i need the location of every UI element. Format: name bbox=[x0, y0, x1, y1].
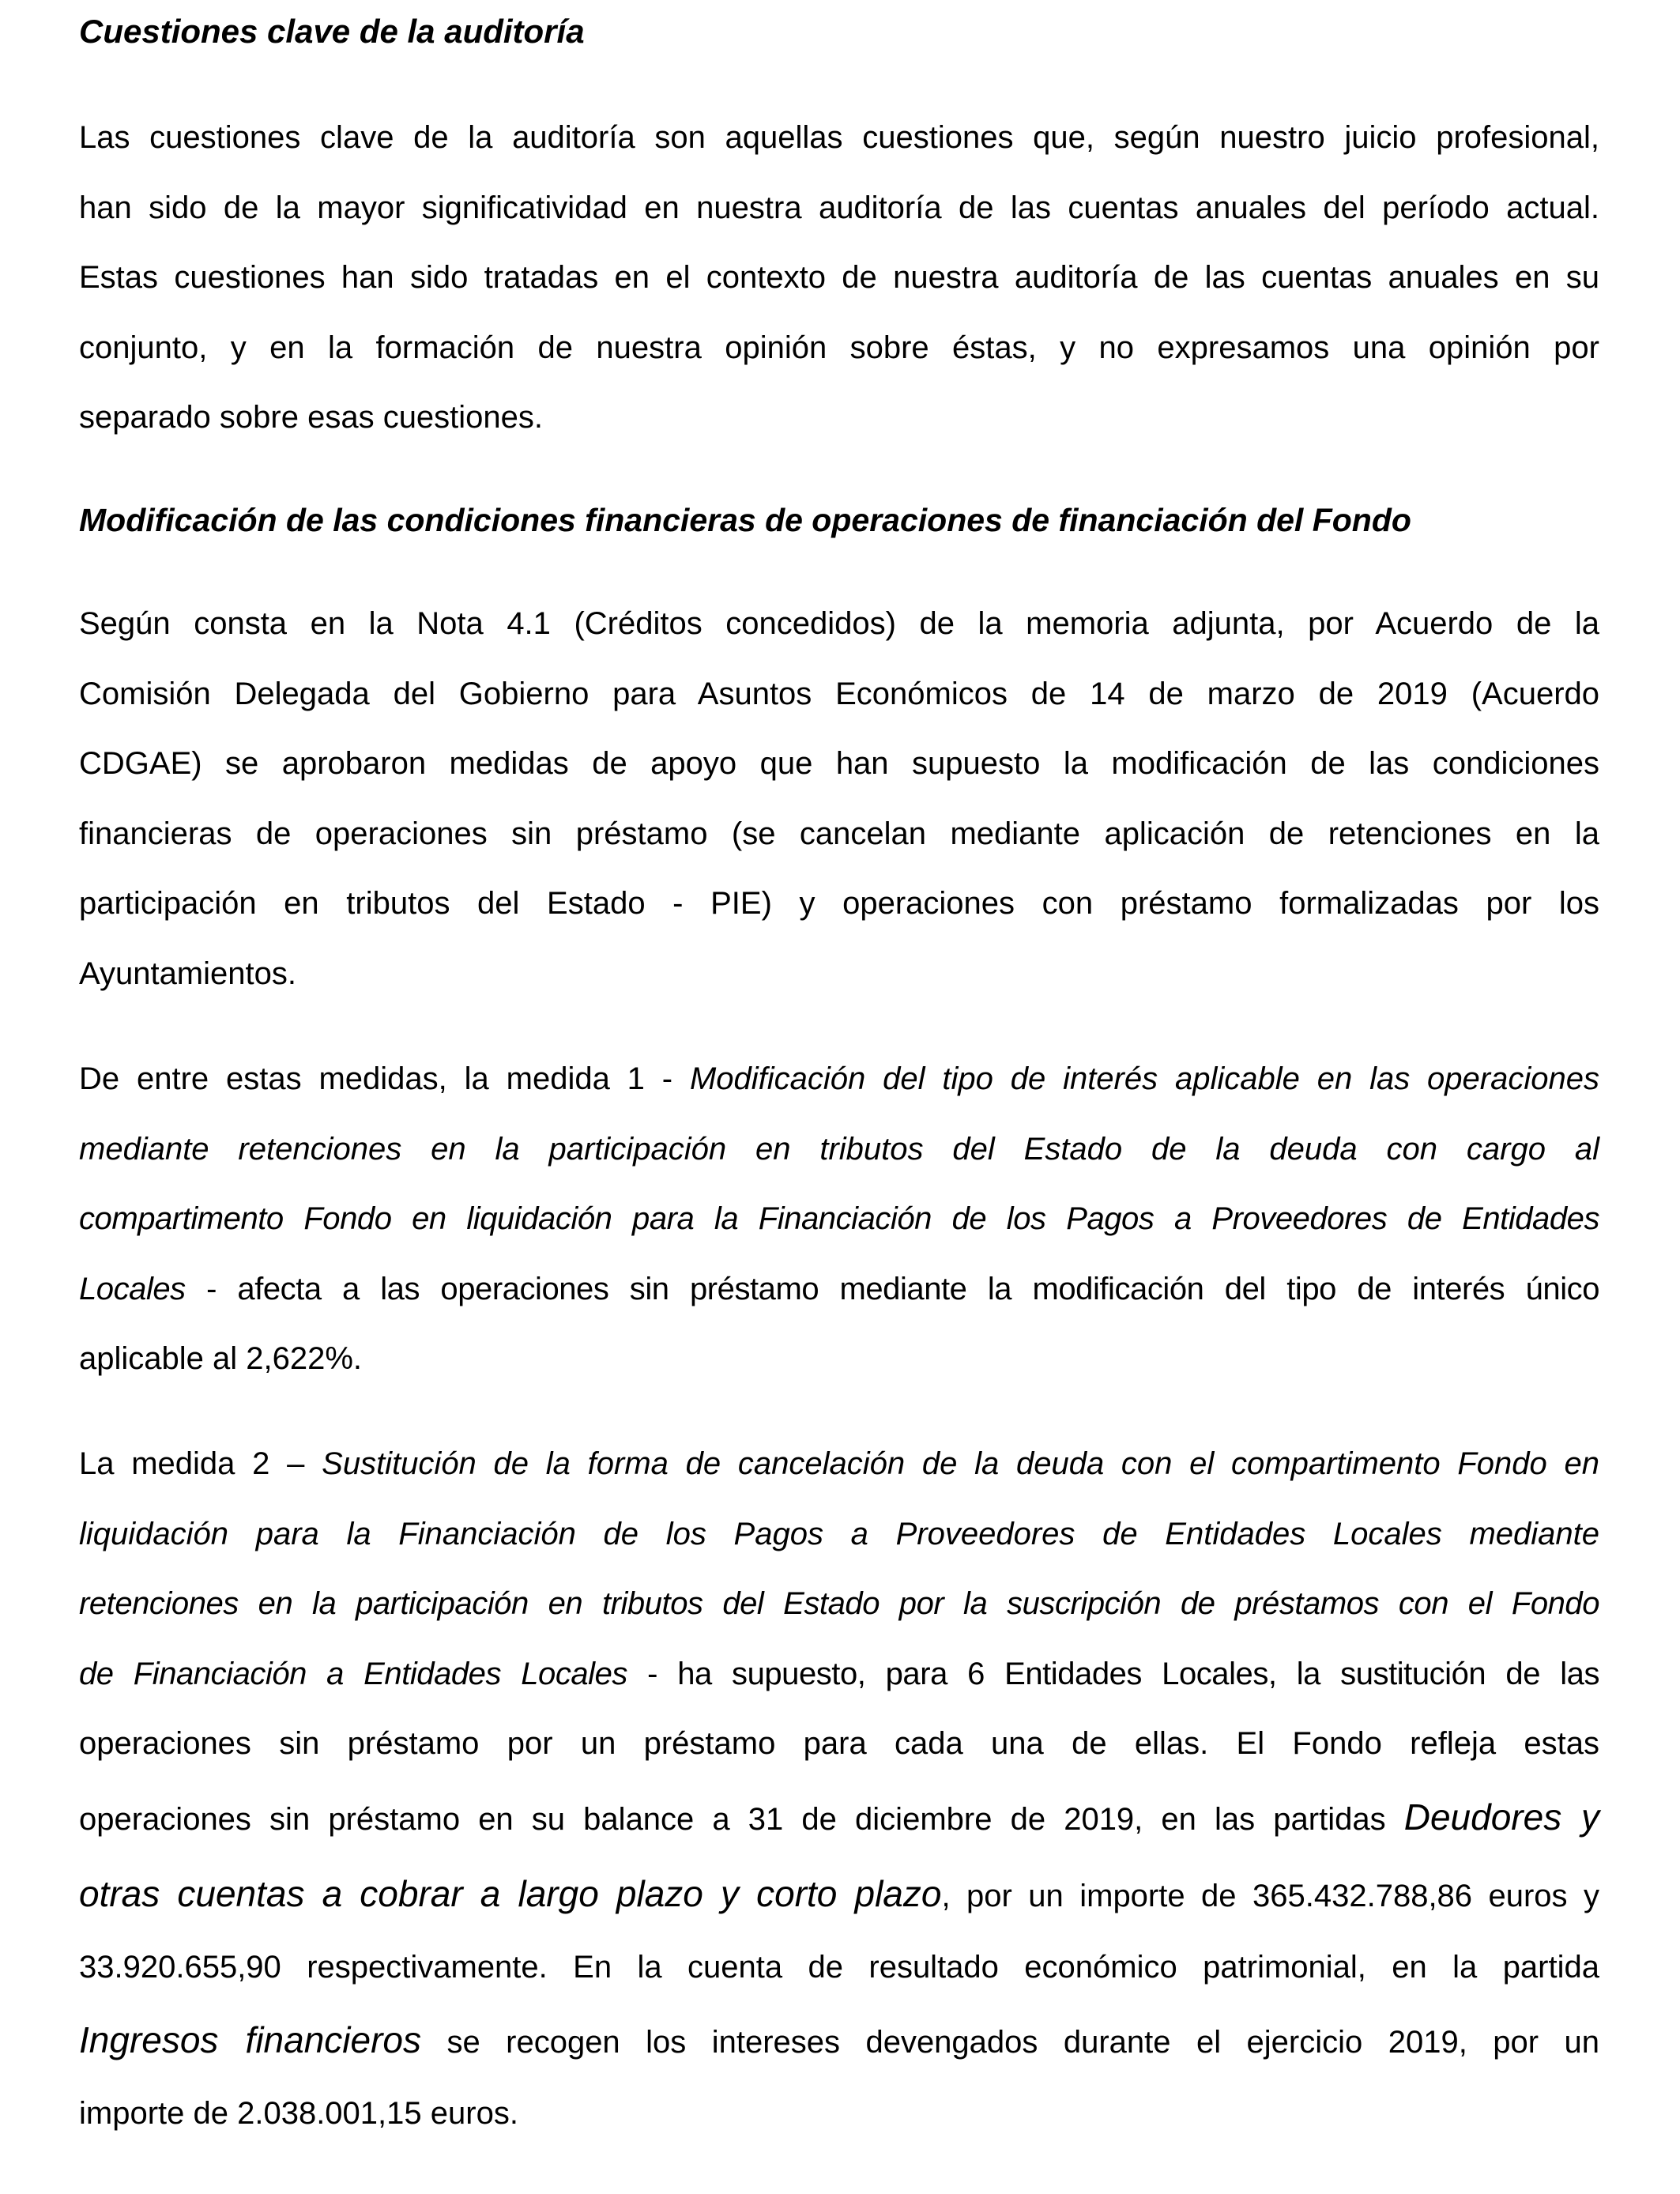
text-line bbox=[79, 1779, 1599, 1856]
text-line: conjunto, y en la formación de nuestra opinión sobre éstas, y no expresamos una opinión por bbox=[79, 330, 1599, 365]
text-run: , por un importe de 365.432.788,86 euros y bbox=[941, 1878, 1600, 1913]
text-line: operaciones sin préstamo por un préstamo para cada una de ellas. El Fondo refleja estas bbox=[79, 1726, 1599, 1761]
text-line: retenciones en la participación en tributos del Estado por la suscripción de préstamos con el Fondo bbox=[79, 1586, 1599, 1621]
text-run: - afecta a las operaciones sin préstamo mediante la modificación del tipo de interés único bbox=[185, 1271, 1599, 1306]
text-run: se recogen los intereses devengados durante el ejercicio 2019, por un bbox=[421, 2025, 1599, 2060]
text-run: La medida 2 – bbox=[79, 1446, 322, 1481]
account-name-italic: Deudores y bbox=[1403, 1796, 1599, 1838]
text-line: aplicable al 2,622%. bbox=[79, 1341, 363, 1376]
text-line bbox=[79, 2002, 1599, 2079]
text-run: - ha supuesto, para 6 Entidades Locales, la sustitución de las bbox=[627, 1656, 1599, 1691]
text-line: Comisión Delegada del Gobierno para Asuntos Económicos de 14 de marzo de 2019 (Acuerdo bbox=[79, 676, 1599, 711]
text-line: Ayuntamientos. bbox=[79, 956, 296, 991]
text-line: compartimento Fondo en liquidación para la Financiación de los Pagos a Proveedores de Entidades bbox=[79, 1201, 1599, 1236]
text-line bbox=[79, 1429, 1599, 1499]
measure-title-italic: de Financiación a Entidades Locales bbox=[79, 1656, 627, 1691]
measure-title-italic: Sustitución de la forma de cancelación de la deuda con el compartimento Fondo en bbox=[322, 1446, 1599, 1481]
text-line: 33.920.655,90 respectivamente. En la cuenta de resultado económico patrimonial, en la partida bbox=[79, 1949, 1599, 1985]
text-line bbox=[79, 1856, 1599, 1932]
text-run: De entre estas medidas, la medida 1 - bbox=[79, 1061, 690, 1096]
paragraph-key-matters-intro bbox=[79, 103, 1599, 453]
text-line: participación en tributos del Estado - PIE) y operaciones con préstamo formalizadas por los bbox=[79, 886, 1599, 921]
text-line: liquidación para la Financiación de los Pagos a Proveedores de Entidades Locales mediante bbox=[79, 1516, 1599, 1551]
subsection-heading: Modificación de las condiciones financieras de operaciones de financiación del Fondo bbox=[79, 502, 1411, 538]
text-line: financieras de operaciones sin préstamo (se cancelan mediante aplicación de retenciones en la bbox=[79, 816, 1599, 851]
text-line: Estas cuestiones han sido tratadas en el contexto de nuestra auditoría de las cuentas anuales en su bbox=[79, 260, 1599, 295]
account-name-italic: otras cuentas a cobrar a largo plazo y corto plazo bbox=[79, 1872, 942, 1914]
measure-title-italic: Modificación del tipo de interés aplicable en las operaciones bbox=[689, 1061, 1599, 1096]
measure-title-italic: Locales bbox=[79, 1271, 186, 1306]
text-line: han sido de la mayor significatividad en nuestra auditoría de las cuentas anuales del período actual. bbox=[79, 190, 1599, 225]
paragraph-medida-2 bbox=[79, 1429, 1599, 2149]
text-line: mediante retenciones en la participación en tributos del Estado de la deuda con cargo al bbox=[79, 1131, 1599, 1167]
text-line: importe de 2.038.001,15 euros. bbox=[79, 2096, 518, 2131]
text-line: Según consta en la Nota 4.1 (Créditos concedidos) de la memoria adjunta, por Acuerdo de la bbox=[79, 606, 1599, 641]
text-line: Las cuestiones clave de la auditoría son aquellas cuestiones que, según nuestro juicio profesional, bbox=[79, 120, 1599, 155]
text-line bbox=[79, 1044, 1599, 1114]
text-run: operaciones sin préstamo en su balance a 31 de diciembre de 2019, en las partidas bbox=[79, 1801, 1404, 1837]
text-line: CDGAE) se aprobaron medidas de apoyo que han supuesto la modificación de las condiciones bbox=[79, 746, 1599, 781]
text-line bbox=[79, 1254, 1599, 1325]
paragraph-medida-1 bbox=[79, 1044, 1599, 1394]
section-heading: Cuestiones clave de la auditoría bbox=[79, 13, 585, 50]
paragraph-nota-4-1 bbox=[79, 589, 1599, 1008]
account-name-italic: Ingresos financieros bbox=[79, 2019, 421, 2060]
text-line bbox=[79, 1639, 1599, 1710]
text-line: separado sobre esas cuestiones. bbox=[79, 400, 544, 435]
